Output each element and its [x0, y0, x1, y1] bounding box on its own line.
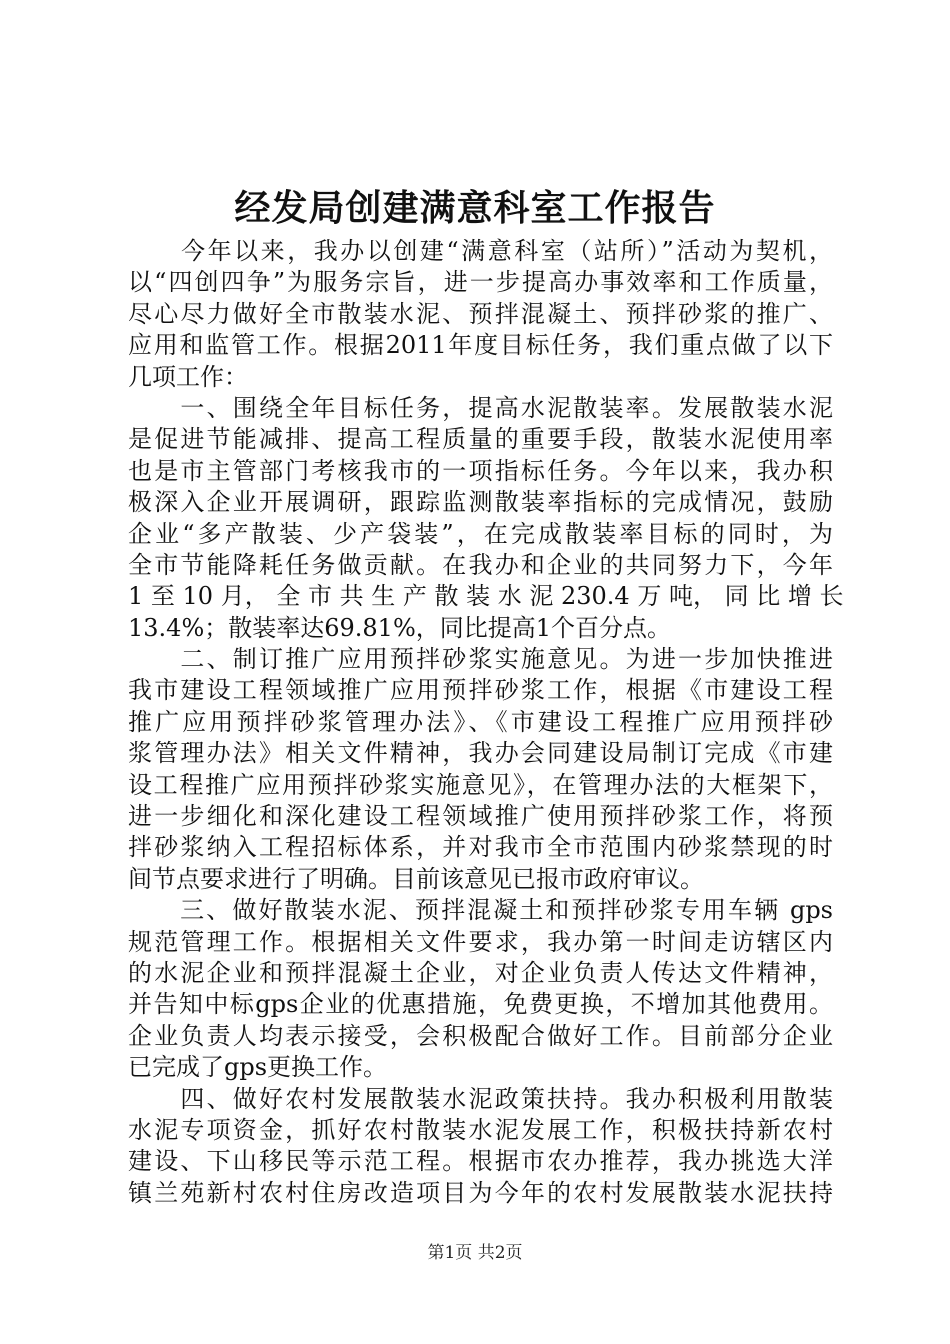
body-line: 应用和监管工作。根据2011年度目标任务，我们重点做了以下 — [128, 331, 833, 360]
body-line: 1 至 10 月， 全 市 共 生 产 散 装 水 泥 230.4 万 吨， 同 比 增 长 — [128, 582, 844, 611]
body-line: 的水泥企业和预拌混凝土企业，对企业负责人传达文件精神， — [128, 958, 833, 987]
body-line: 今年以来，我办以创建“满意科室（站所）”活动为契机， — [128, 237, 833, 265]
body-line: 13.4%；散装率达69.81%，同比提高1个百分点。 — [128, 613, 672, 642]
body-line: 间节点要求进行了明确。目前该意见已报市政府审议。 — [128, 864, 704, 893]
body-line: 以“四创四争”为服务宗旨，进一步提高办事效率和工作质量， — [128, 268, 833, 297]
page-indicator: 第1页 共2页 — [427, 1243, 523, 1263]
body-line: 水泥专项资金，抓好农村散装水泥发展工作，积极扶持新农村 — [128, 1115, 833, 1144]
body-line: 进一步细化和深化建设工程领域推广使用预拌砂浆工作，将预 — [128, 802, 833, 831]
body-line: 全市节能降耗任务做贡献。在我办和企业的共同努力下，今年 — [128, 550, 833, 579]
body-line: 浆管理办法》相关文件精神，我办会同建设局制订完成《市建 — [128, 739, 833, 768]
body-line: 也是市主管部门考核我市的一项指标任务。今年以来，我办积 — [128, 456, 833, 485]
body-line: 四、做好农村发展散装水泥政策扶持。我办积极利用散装 — [128, 1084, 833, 1113]
body-line: 镇兰苑新村农村住房改造项目为今年的农村发展散装水泥扶持 — [128, 1178, 833, 1207]
body-line: 并告知中标gps企业的优惠措施，免费更换，不增加其他费用。 — [128, 990, 833, 1019]
body-line: 几项工作： — [128, 362, 248, 391]
body-line: 是促进节能减排、提高工程质量的重要手段，散装水泥使用率 — [128, 425, 833, 454]
body-line: 企业“多产散装、少产袋装”，在完成散装率目标的同时，为 — [128, 519, 833, 548]
body-line: 企业负责人均表示接受，会积极配合做好工作。目前部分企业 — [128, 1021, 833, 1050]
body-line: 拌砂浆纳入工程招标体系，并对我市全市范围内砂浆禁现的时 — [128, 833, 833, 862]
document-body — [128, 236, 844, 1209]
body-line: 三、做好散装水泥、预拌混凝土和预拌砂浆专用车辆 gps — [128, 896, 833, 925]
body-line: 已完成了gps更换工作。 — [128, 1053, 388, 1082]
body-line: 建设、下山移民等示范工程。根据市农办推荐，我办挑选大洋 — [128, 1147, 833, 1176]
body-line: 极深入企业开展调研，跟踪监测散装率指标的完成情况，鼓励 — [128, 488, 833, 517]
body-line: 推广应用预拌砂浆管理办法》、《市建设工程推广应用预拌砂 — [128, 707, 833, 736]
document-title: 经发局创建满意科室工作报告 — [234, 187, 716, 229]
body-line: 规范管理工作。根据相关文件要求，我办第一时间走访辖区内 — [128, 927, 833, 956]
body-line: 设工程推广应用预拌砂浆实施意见》，在管理办法的大框架下， — [128, 770, 833, 799]
body-line: 我市建设工程领域推广应用预拌砂浆工作，根据《市建设工程 — [128, 676, 833, 705]
body-line: 一、围绕全年目标任务，提高水泥散装率。发展散装水泥 — [128, 393, 833, 422]
body-line: 二、制订推广应用预拌砂浆实施意见。为进一步加快推进 — [128, 645, 833, 674]
body-line: 尽心尽力做好全市散装水泥、预拌混凝土、预拌砂浆的推广、 — [128, 299, 833, 328]
